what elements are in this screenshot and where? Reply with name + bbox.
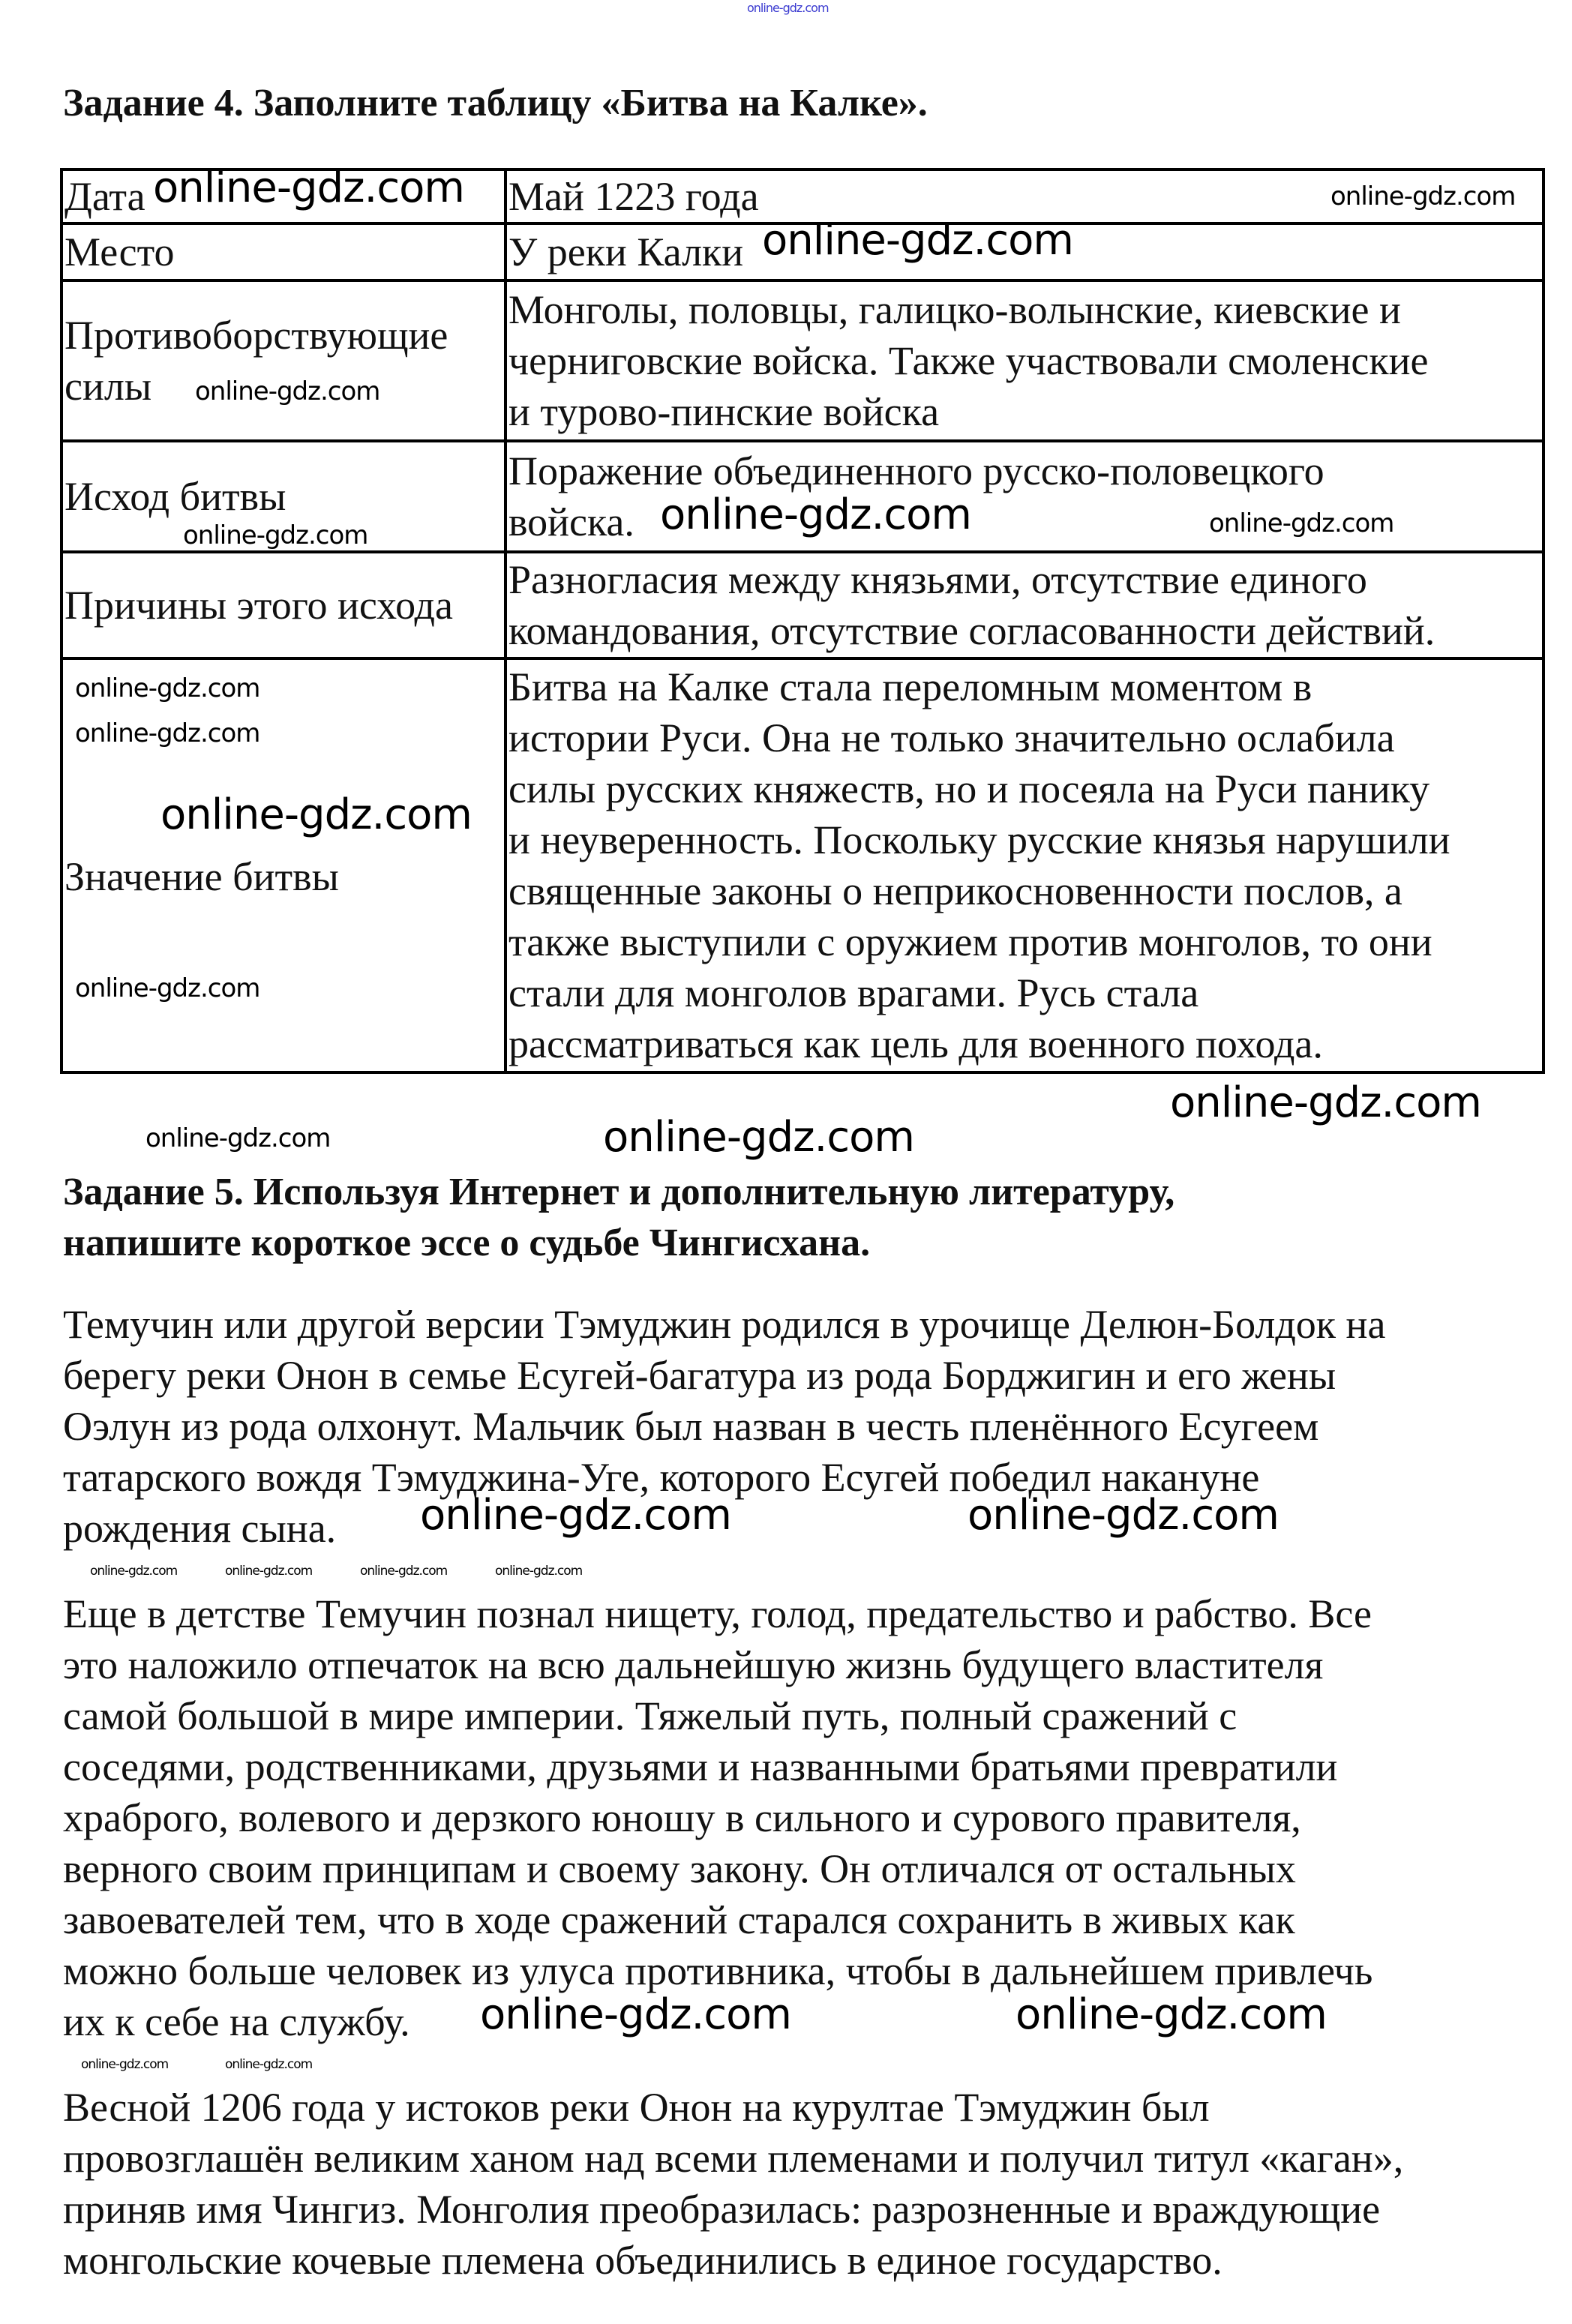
watermark: online-gdz.com <box>1209 508 1394 538</box>
text-line: монгольские кочевые племена объединились в единое государство. <box>63 2238 1222 2283</box>
watermark: online-gdz.com <box>1330 181 1516 211</box>
text-line: можно больше человек из улуса противника, чтобы в дальнейшем привлечь <box>63 1948 1373 1993</box>
text-line: Еще в детстве Темучин познал нищету, голод, предательство и рабство. Все <box>63 1591 1372 1636</box>
text-line: Исход битвы <box>64 474 286 519</box>
row-label <box>62 280 506 441</box>
text-line: силы русских княжеств, но и посеяла на Руси панику <box>508 766 1430 811</box>
watermark: online-gdz.com <box>762 216 1073 265</box>
watermark: online-gdz.com <box>225 2057 313 2072</box>
watermark: online-gdz.com <box>1016 1990 1327 2039</box>
text-line: командования, отсутствие согласованности действий. <box>508 608 1436 653</box>
table-row <box>62 658 1544 1072</box>
table-row <box>62 280 1544 441</box>
text-line: приняв имя Чингиз. Монголия преобразилась: разрозненные и враждующие <box>63 2187 1381 2232</box>
watermark: online-gdz.com <box>160 790 472 839</box>
watermark: online-gdz.com <box>195 376 380 406</box>
text-line: и неуверенность. Поскольку русские князья нарушили <box>508 817 1450 862</box>
watermark: online-gdz.com <box>420 1491 731 1540</box>
text-line: Противоборствующие <box>64 313 448 358</box>
text-line: Задание 5. Используя Интернет и дополнительную литературу, <box>63 1171 1175 1213</box>
row-label <box>62 223 506 280</box>
text-line: самой большой в мире империи. Тяжелый путь, полный сражений с <box>63 1693 1238 1738</box>
text-line: рождения сына. <box>63 1506 337 1551</box>
text-line: Дата <box>64 174 146 219</box>
watermark: online-gdz.com <box>225 1564 313 1579</box>
task5-title <box>63 1167 1174 1269</box>
text-line: Монголы, половцы, галицко-волынские, киевские и <box>508 287 1401 332</box>
text-line: Май 1223 года <box>508 174 759 219</box>
text-line: Темучин или другой версии Тэмуджин родился в урочище Делюн-Болдок на <box>63 1302 1386 1347</box>
text-line: соседями, родственниками, друзьями и названными братьями превратили <box>63 1744 1338 1789</box>
text-line: стали для монголов врагами. Русь стала <box>508 970 1199 1015</box>
task4-title: Задание 4. Заполните таблицу «Битва на Калке». <box>63 82 928 124</box>
text-line: войска. <box>508 499 634 544</box>
watermark: online-gdz.com <box>1170 1078 1481 1127</box>
text-line: это наложило отпечаток на всю дальнейшую жизнь будущего властителя <box>63 1642 1324 1687</box>
text-line: татарского вождя Тэмуджина-Уге, которого Есугей победил накануне <box>63 1455 1260 1500</box>
text-line: напишите короткое эссе о судьбе Чингисхана. <box>63 1222 871 1264</box>
text-line: их к себе на службу. <box>63 1999 410 2044</box>
text-line: провозглашён великим ханом над всеми племенами и получил титул «каган», <box>63 2136 1404 2181</box>
text-line: Разногласия между князьями, отсутствие единого <box>508 557 1367 602</box>
kalka-table <box>60 168 1545 1074</box>
watermark: online-gdz.com <box>495 1564 583 1579</box>
watermark: online-gdz.com <box>90 1564 178 1579</box>
watermark: online-gdz.com <box>660 490 971 539</box>
watermark: online-gdz.com <box>146 1123 331 1153</box>
watermark: online-gdz.com <box>603 1113 914 1162</box>
row-label <box>62 552 506 658</box>
text-line: и турово-пинские войска <box>508 389 940 434</box>
text-line: также выступили с оружием против монголов, то они <box>508 919 1432 964</box>
text-line: Значение битвы <box>64 854 339 899</box>
text-line: силы <box>64 364 152 409</box>
row-value <box>506 658 1544 1072</box>
watermark: online-gdz.com <box>183 520 368 550</box>
watermark: online-gdz.com <box>747 1 829 15</box>
text-line: Место <box>64 229 175 274</box>
watermark: online-gdz.com <box>360 1564 448 1579</box>
text-line: верного своим принципам и своему закону. Он отличался от остальных <box>63 1846 1296 1891</box>
watermark: online-gdz.com <box>153 163 464 212</box>
text-line: Битва на Калке стала переломным моментом в <box>508 664 1312 709</box>
text-line: Поражение объединенного русско-половецкого <box>508 448 1324 493</box>
text-line: Весной 1206 года у истоков реки Онон на курултае Тэмуджин был <box>63 2085 1210 2130</box>
row-value <box>506 552 1544 658</box>
row-value <box>506 280 1544 441</box>
table-row <box>62 552 1544 658</box>
text-line: истории Руси. Она не только значительно ослабила <box>508 715 1395 760</box>
text-line: рассматриваться как цель для военного похода. <box>508 1021 1323 1066</box>
watermark: online-gdz.com <box>968 1491 1279 1540</box>
essay-paragraph <box>63 2082 1403 2286</box>
watermark: online-gdz.com <box>480 1990 791 2039</box>
text-line: черниговские войска. Также участвовали смоленские <box>508 338 1429 383</box>
text-line: берегу реки Онон в семье Есугей-багатура из рода Борджигин и его жены <box>63 1353 1336 1398</box>
text-line: Оэлун из рода олхонут. Мальчик был назван в честь пленённого Есугеем <box>63 1404 1319 1449</box>
watermark: online-gdz.com <box>75 673 260 703</box>
watermark: online-gdz.com <box>81 2057 169 2072</box>
text-line: Причины этого исхода <box>64 583 453 628</box>
watermark: online-gdz.com <box>75 973 260 1003</box>
text-line: завоевателей тем, что в ходе сражений старался сохранить в живых как <box>63 1897 1295 1942</box>
text-line: У реки Калки <box>508 229 744 274</box>
text-line: священные законы о неприкосновенности послов, а <box>508 868 1402 913</box>
watermark: online-gdz.com <box>75 718 260 748</box>
essay-paragraph <box>63 1588 1372 2047</box>
text-line: храброго, волевого и дерзкого юношу в сильного и сурового правителя, <box>63 1795 1301 1840</box>
